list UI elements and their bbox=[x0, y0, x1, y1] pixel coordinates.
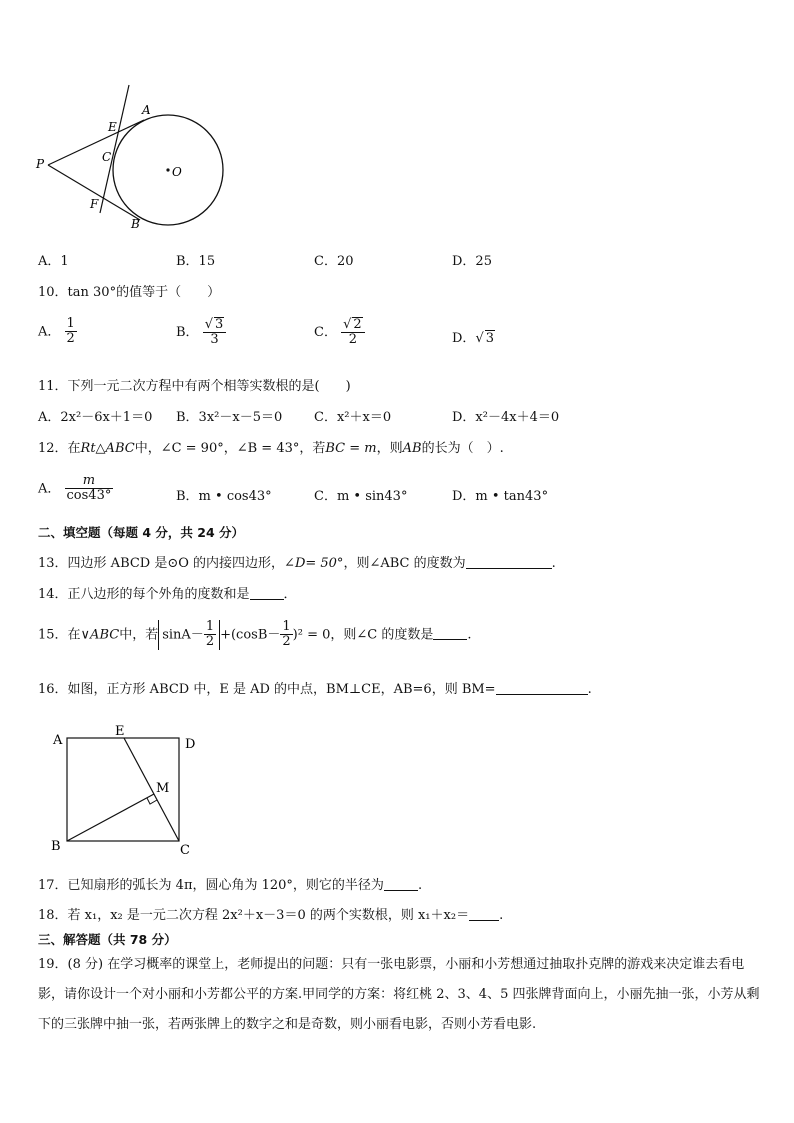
q10-number: 10． bbox=[38, 285, 68, 300]
q15-frac2-num: 1 bbox=[282, 619, 291, 634]
q10-option-b-den: 3 bbox=[203, 332, 227, 347]
q17 bbox=[38, 874, 422, 893]
q10-option-d[interactable]: D．√ 3 bbox=[452, 331, 495, 346]
q13-text-d: . bbox=[551, 556, 556, 571]
q10-option-a-num: 1 bbox=[66, 316, 75, 331]
q11-option-c[interactable]: C．x²＋x＝0 bbox=[314, 410, 392, 425]
q12-option-a-num: m bbox=[82, 473, 96, 488]
label-f: F bbox=[90, 197, 99, 211]
q15-text-b: 中，若 bbox=[119, 627, 159, 643]
q10-option-b[interactable]: B． $\frac{√ 3}{3}$ bbox=[176, 317, 226, 348]
q9-option-c[interactable]: C．20 bbox=[314, 254, 354, 269]
q12-text-b: 中，∠C = 90°，∠B = 43°，若 bbox=[134, 441, 326, 456]
q13-text-c: ，则∠ABC 的度数为 bbox=[343, 556, 466, 571]
q10-option-a[interactable] bbox=[38, 317, 77, 347]
label-p: P bbox=[36, 157, 45, 171]
section-solve-heading: 三、解答题（共 78 分） bbox=[38, 932, 177, 947]
q10-option-c-rad: 2 bbox=[353, 317, 362, 332]
q14-answer-blank[interactable] bbox=[250, 585, 284, 600]
q11-option-a[interactable]: A．2x²－6x＋1＝0 bbox=[38, 410, 153, 425]
q12-text-a: 12．在 bbox=[38, 441, 81, 456]
q10-stem bbox=[38, 281, 220, 300]
q11-option-b[interactable]: B．3x²－x－5＝0 bbox=[176, 410, 283, 425]
q17-text-a: 17．已知扇形的弧长为 4π，圆心角为 120°，则它的半径为 bbox=[38, 878, 384, 893]
label-m: M bbox=[156, 781, 170, 796]
tangent-pa bbox=[48, 120, 144, 165]
q10-option-c-den: 2 bbox=[341, 332, 365, 347]
tangent-ef bbox=[100, 85, 129, 213]
q15 bbox=[38, 620, 472, 650]
q9-option-b[interactable]: B．15 bbox=[176, 254, 216, 269]
q11-stem: 11．下列一元二次方程中有两个相等实数根的是( ) bbox=[38, 379, 351, 394]
q10-option-b-label: B． bbox=[176, 324, 199, 340]
q19-paragraph: 19．(8 分) 在学习概率的课堂上，老师提出的问题：只有一张电影票，小丽和小芳想通过抽取扑克牌的游戏来决定谁去看电影，请你设计一个对小丽和小芳都公平的方案.甲同学的方案：将红桃 2、3、4、5 四张牌背面向上，小丽先抽一张，小芳从剩下的三张牌中抽一张，若两张牌上的数字之和是奇数，则小丽看电影，否则小芳看电影. bbox=[38, 957, 760, 1032]
q15-frac1-num: 1 bbox=[205, 619, 215, 634]
q13 bbox=[38, 552, 556, 571]
q16-text-b: . bbox=[587, 682, 592, 697]
q10-option-d-rad: 3 bbox=[485, 331, 495, 346]
q9-option-d[interactable]: D．25 bbox=[452, 254, 492, 269]
q12-option-d[interactable]: D．m • tan43° bbox=[452, 489, 549, 504]
q15-abs-value bbox=[158, 620, 220, 650]
label-c: C bbox=[180, 843, 190, 858]
q15-mid: +(cosB－ bbox=[220, 627, 281, 643]
q12-option-b[interactable]: B．m • cos43° bbox=[176, 489, 272, 504]
q12-option-a-label: A． bbox=[38, 481, 61, 497]
q15-answer-blank[interactable] bbox=[433, 625, 467, 640]
tangent-pb bbox=[48, 165, 140, 220]
right-angle-mark bbox=[147, 798, 157, 804]
q12-stem bbox=[38, 437, 504, 456]
q14 bbox=[38, 583, 297, 602]
q12-triangle: Rt△ABC bbox=[80, 441, 135, 456]
q10-option-a-label: A． bbox=[38, 324, 61, 340]
q18-answer-blank[interactable] bbox=[469, 906, 499, 921]
q15-frac1-den: 2 bbox=[205, 634, 215, 650]
q15-frac2-den: 2 bbox=[282, 634, 291, 650]
label-b: B bbox=[51, 839, 61, 854]
q15-abs-left: sinA－ bbox=[162, 627, 204, 643]
q15-text-c: ，则∠C 的度数是 bbox=[330, 627, 434, 643]
q16-text-a: 16．如图，正方形 ABCD 中，E 是 AD 的中点，BM⊥CE，AB=6，则 BM= bbox=[38, 682, 496, 697]
square-figure bbox=[45, 722, 215, 862]
q16 bbox=[38, 678, 592, 697]
segment-ce bbox=[124, 738, 179, 841]
label-e: E bbox=[115, 724, 125, 739]
label-a: A bbox=[53, 733, 63, 748]
label-b: B bbox=[131, 217, 140, 231]
q15-triangle: ∨ABC bbox=[80, 627, 120, 643]
q12-option-c[interactable]: C．m • sin43° bbox=[314, 489, 408, 504]
q17-answer-blank[interactable] bbox=[384, 876, 418, 891]
q18-text-b: . bbox=[499, 908, 504, 923]
q17-text-b: . bbox=[417, 878, 423, 893]
q12-text-d: 的长为（ ）. bbox=[421, 441, 504, 456]
label-a: A bbox=[142, 103, 151, 117]
q10-option-c-label: C． bbox=[314, 324, 337, 340]
q10-text: tan 30°的值等于（ ） bbox=[67, 285, 221, 300]
label-c: C bbox=[102, 150, 112, 164]
q10-option-d-label: D． bbox=[452, 331, 476, 346]
q12-text-c: ，则 bbox=[376, 441, 403, 456]
center-dot bbox=[166, 168, 169, 171]
q9-option-a[interactable]: A．1 bbox=[38, 254, 69, 269]
label-o: O bbox=[172, 165, 182, 179]
label-d: D bbox=[185, 737, 196, 752]
section-fill-blank-heading: 二、填空题（每题 4 分，共 24 分） bbox=[38, 525, 245, 540]
q13-answer-blank[interactable] bbox=[466, 554, 552, 569]
q16-answer-blank[interactable] bbox=[496, 680, 588, 695]
q11-option-d[interactable]: D．x²－4x＋4＝0 bbox=[452, 410, 560, 425]
q15-text-a: 15．在 bbox=[38, 627, 81, 643]
q10-option-c[interactable]: C． $\frac{√ 2}{2}$ bbox=[314, 317, 365, 348]
q12-ab: AB bbox=[402, 441, 422, 456]
circle-tangent-figure bbox=[30, 75, 240, 240]
segment-bm bbox=[67, 794, 154, 841]
q13-angle: ∠D= 50° bbox=[284, 556, 344, 571]
q12-option-a-den: cos43° bbox=[66, 488, 112, 504]
q13-text-a: 13．四边形 ABCD 是⊙O 的内接四边形， bbox=[38, 556, 285, 571]
q18 bbox=[38, 904, 503, 923]
label-e: E bbox=[108, 120, 117, 134]
q10-option-a-den: 2 bbox=[66, 331, 75, 347]
q14-text-b: ． bbox=[283, 587, 297, 602]
q15-square: )² = 0 bbox=[292, 627, 331, 643]
q12-bc: BC = m bbox=[325, 441, 377, 456]
q10-option-b-rad: 3 bbox=[215, 317, 224, 332]
q15-text-d: . bbox=[467, 627, 472, 643]
q14-text-a: 14．正八边形的每个外角的度数和是 bbox=[38, 587, 250, 602]
q18-text-a: 18．若 x₁，x₂ 是一元二次方程 2x²＋x－3＝0 的两个实数根，则 x₁＋x₂＝ bbox=[38, 908, 470, 923]
q12-option-a[interactable] bbox=[38, 474, 113, 504]
